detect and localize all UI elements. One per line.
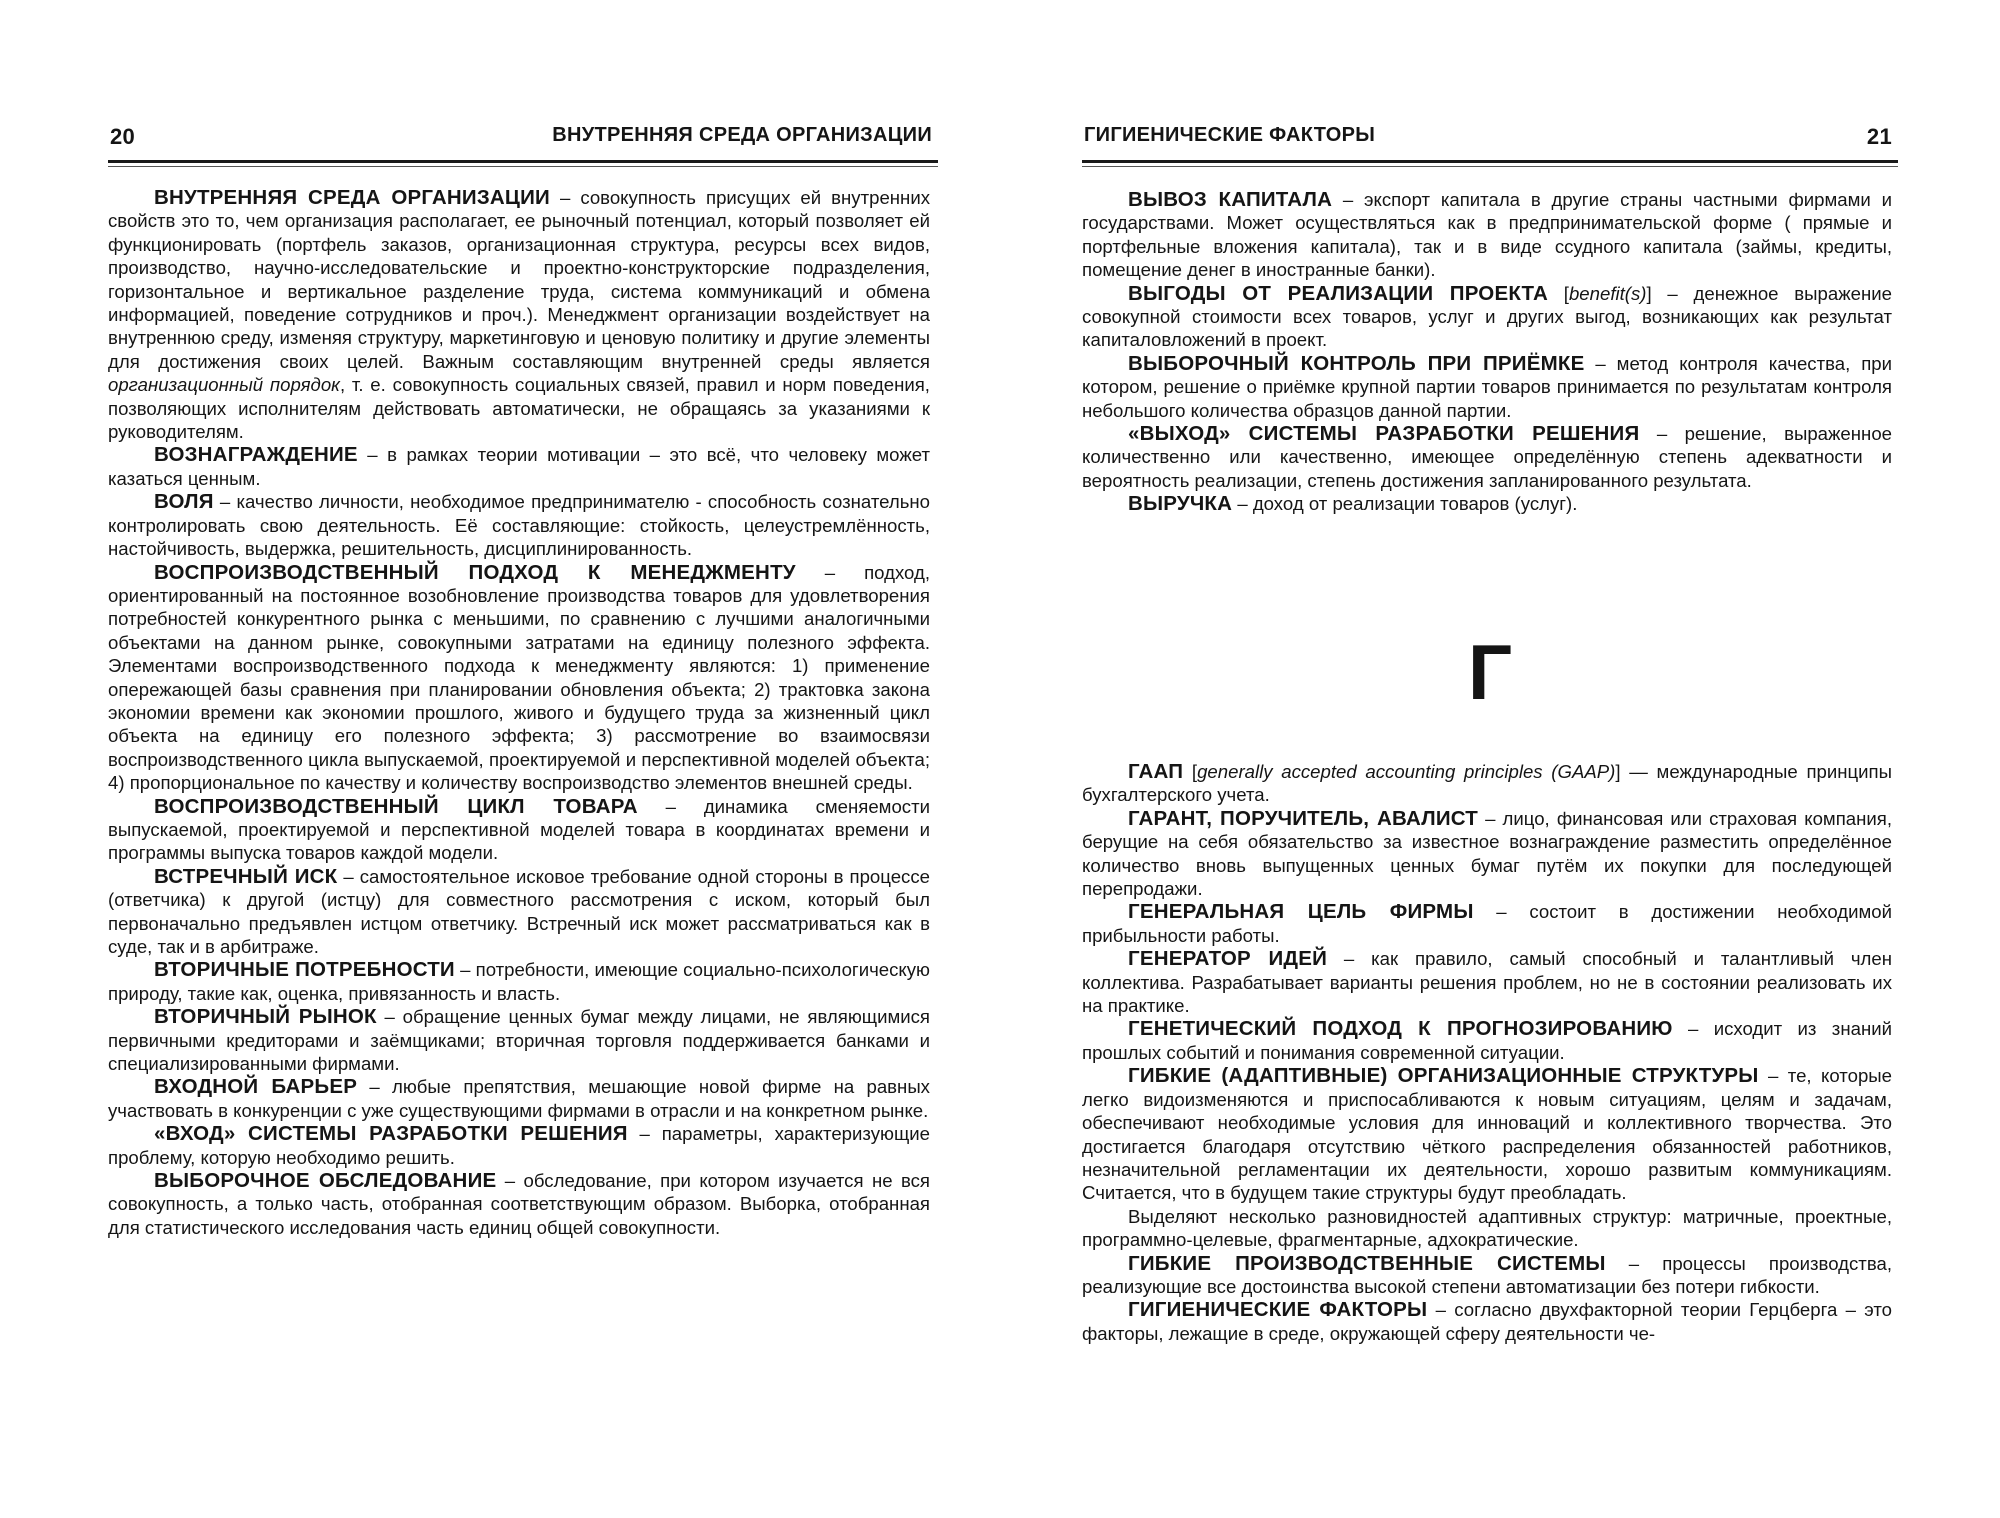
entry-definition: – те, которые легко видоизменяются и приспосабливаются к новым ситуациям, целям и задачам, обеспечивают необходимые условия для инноваций и коллективного творчества. Это достигается благодаря отсутствию чёткого распределения обязанностей работников, незначительной регламентации их деятельности, хорошо развитым коммуникациям. Считается, что в будущем такие структуры будут преобладать. [1082, 1065, 1892, 1204]
right-page-body-bottom [1082, 760, 1892, 1345]
dictionary-entry [1082, 1298, 1892, 1345]
entry-definition: Выделяют несколько разновидностей адаптивных структур: матричные, проектные, программно-целевые, фрагментарные, адхократические. [1082, 1205, 1892, 1251]
entry-term: «ВЫХОД» СИСТЕМЫ РАЗРАБОТКИ РЕШЕНИЯ [1128, 422, 1640, 446]
dictionary-entry [1082, 947, 1892, 1017]
entry-definition: – лицо, финансовая или страховая компания, берущие на себя обязательство за известное вознаграждение разместить определённое количество вновь выпущенных ценных бумаг путём их покупки для последующей перепродажи. [1082, 807, 1892, 900]
entry-definition: – состоит в достижении необходимой прибыльности работы. [1082, 901, 1893, 946]
dictionary-entry [1082, 492, 1892, 515]
dictionary-entry [108, 443, 930, 490]
entry-definition: – как правило, самый способный и талантливый член коллектива. Разрабатывает варианты решения проблем, но не в состоянии реализовать их на практике. [1082, 948, 1892, 1017]
right-header-rule [1082, 160, 1898, 163]
entry-term: ВЫВОЗ КАПИТАЛА [1128, 188, 1333, 211]
entry-definition: – метод контроля качества, при котором, решение о приёмке крупной партии товаров принимается по результатам контроля небольшого количества образцов данной партии. [1082, 352, 1892, 421]
entry-definition: – доход от реализации товаров (услуг). [1232, 493, 1578, 515]
left-running-title: ВНУТРЕННЯЯ СРЕДА ОРГАНИЗАЦИИ [552, 124, 932, 146]
entry-term: ГИБКИЕ ПРОИЗВОДСТВЕННЫЕ СИСТЕМЫ [1128, 1251, 1606, 1275]
dictionary-entry [108, 186, 930, 443]
dictionary-entry [108, 865, 930, 959]
entry-term: ВОЛЯ [154, 490, 214, 514]
dictionary-entry: ГААП [generally accepted accounting principles (GAAP)] — международные принципы бухгалтерского учета. [1082, 760, 1892, 806]
entry-definition: – согласно двухфакторной теории Герцберга – это факторы, лежащие в среде, окружающей сферу деятельности че- [1082, 1299, 1893, 1344]
dictionary-entry [108, 795, 930, 865]
entry-definition: – обращение ценных бумаг между лицами, не являющимися первичными кредиторами и заёмщиками; вторичная торговля поддерживается банками и специализированными фирмами. [108, 1006, 930, 1075]
entry-term: ГИБКИЕ (АДАПТИВНЫЕ) ОРГАНИЗАЦИОННЫЕ СТРУКТУРЫ [1128, 1064, 1759, 1088]
right-page [1082, 0, 1898, 1518]
entry-term: ВОСПРОИЗВОДСТВЕННЫЙ ЦИКЛ ТОВАРА [154, 794, 638, 818]
left-page-body [108, 186, 930, 1239]
dictionary-entry [1082, 188, 1892, 282]
entry-term: ГАРАНТ, ПОРУЧИТЕЛЬ, АВАЛИСТ [1128, 806, 1478, 830]
entry-term: ВТОРИЧНЫЙ РЫНОК [154, 1005, 377, 1029]
dictionary-entry [108, 490, 930, 560]
entry-term: ВТОРИЧНЫЕ ПОТРЕБНОСТИ [154, 958, 455, 982]
entry-english-term: generally accepted accounting principles (GAAP) [1197, 761, 1616, 782]
entry-definition: – экспорт капитала в другие страны частными фирмами и государствами. Может осуществляться как в предпринимательской форме ( прямые и портфельные вложения капитала), так и в виде ссудного капитала (займы, кредиты, помещение денег в иностранные банки). [1082, 189, 1892, 281]
dictionary-entry [1082, 1252, 1892, 1299]
dictionary-entry [108, 1075, 930, 1122]
entry-term: ВЫБОРОЧНЫЙ КОНТРОЛЬ ПРИ ПРИЁМКЕ [1128, 351, 1585, 375]
entry-definition: – решение, выраженное количественно или качественно, имеющее определённую степень адекватности и вероятность реализации, степень достижения запланированного результата. [1082, 423, 1892, 491]
dictionary-entry [1082, 1017, 1892, 1064]
entry-term: ВОСПРОИЗВОДСТВЕННЫЙ ПОДХОД К МЕНЕДЖМЕНТУ [154, 560, 796, 584]
dictionary-entry [108, 561, 930, 795]
dictionary-entry [108, 1169, 930, 1239]
entry-definition: — международные принципы бухгалтерского учета. [1082, 761, 1892, 806]
entry-term: ВЫГОДЫ ОТ РЕАЛИЗАЦИИ ПРОЕКТА [1128, 281, 1548, 305]
dictionary-entry [108, 1005, 930, 1075]
entry-english-term: benefit(s) [1568, 282, 1647, 304]
entry-emphasis: организационный порядок [108, 374, 340, 396]
entry-definition: – совокупность присущих ей внутренних свойств это то, чем организация располагает, ее рыночный потенциал, который позволяет ей функционировать (портфель заказов, организационная структура, ресурсы всех видов, производство, научно-исследовательские и проектно-конструкторские подразделения, горизонтальное и вертикальное разделение труда, система коммуникаций и обмена информацией, поведение сотрудников и проч.). Менеджмент организации воздействует на внутреннюю среду, изменяя структуру, маркетинговую и ценовую политику и другие элементы для достижения своих целей. Важным составляющим внутренней среды является [108, 187, 930, 372]
entry-term: ГЕНЕРАТОР ИДЕЙ [1128, 947, 1328, 971]
entry-term: «ВХОД» СИСТЕМЫ РАЗРАБОТКИ РЕШЕНИЯ [154, 1122, 628, 1146]
entry-term: ГИГИЕНИЧЕСКИЕ ФАКТОРЫ [1128, 1298, 1428, 1322]
right-page-header [1082, 124, 1898, 154]
entry-term: ГЕНЕТИЧЕСКИЙ ПОДХОД К ПРОГНОЗИРОВАНИЮ [1128, 1017, 1673, 1041]
right-running-title: ГИГИЕНИЧЕСКИЕ ФАКТОРЫ [1084, 124, 1376, 146]
dictionary-entry: ВЫГОДЫ ОТ РЕАЛИЗАЦИИ ПРОЕКТА [benefit(s)] – денежное выражение совокупной стоимости всех товаров, услуг и других выгод, возникающих как результат капиталовложений в проект. [1082, 281, 1892, 351]
entry-definition: – самостоятельное исковое требование одной стороны в процессе (ответчика) к другой (истцу) для совместного рассмотрения с иском, который был первоначально предъявлен истцом ответчику. Встречный иск может рассматриваться как в суде, так и в арбитраже. [108, 865, 930, 957]
entry-definition: – процессы производства, реализующие все достоинства высокой степени автоматизации без потери гибкости. [1082, 1252, 1892, 1297]
entry-definition-cont: , т. е. совокупность социальных связей, правил и норм поведения, позволяющих исполнителям действовать автоматически, не обращаясь за указаниями к руководителям. [108, 374, 930, 443]
left-page-header [108, 124, 938, 154]
entry-term: ГЕНЕРАЛЬНАЯ ЦЕЛЬ ФИРМЫ [1128, 900, 1474, 924]
right-page-number: 21 [1866, 124, 1892, 149]
entry-definition: – в рамках теории мотивации – это всё, что человеку может казаться ценным. [108, 444, 930, 489]
left-header-rule [108, 160, 938, 163]
entry-term: ВОЗНАГРАЖДЕНИЕ [154, 443, 358, 467]
entry-definition: – обследование, при котором изучается не вся совокупность, а только часть, отобранная соответствующим образом. Выборка, отобранная для статистического исследования часть единиц общей совокупности. [108, 1170, 930, 1238]
entry-definition: – подход, ориентированный на постоянное возобновление производства товаров для удовлетворения потребностей конкурентного рынка с меньшими, по сравнению с лучшими аналогичными объектами на данном рынке, совокупными затратами на единицу полезного эффекта. Элементами воспроизводственного подхода к менеджменту являются: 1) применение опережающей базы сравнения при планировании обновления объекта; 2) трактовка закона экономии времени как экономии прошлого, живого и будущего труда за жизненный цикл объекта на единицу его полезного эффекта; 3) рассмотрение во взаимосвязи воспроизводственного цикла выпускаемой, проектируемой и перспективной моделей объекта; 4) пропорциональное по качеству и количеству воспроизводство элементов внешней среды. [108, 561, 930, 794]
dictionary-entry [1082, 900, 1892, 947]
dictionary-paragraph [1082, 1205, 1892, 1252]
dictionary-entry [1082, 422, 1892, 492]
dictionary-entry [108, 958, 930, 1005]
entry-definition: – параметры, характеризующие проблему, которую необходимо решить. [108, 1123, 930, 1168]
entry-term: ВСТРЕЧНЫЙ ИСК [154, 864, 338, 888]
section-letter: Г [1467, 628, 1513, 716]
entry-definition: – потребности, имеющие социально-психологическую природу, такие как, оценка, привязанность и власть. [108, 959, 930, 1004]
entry-term: ГААП [1128, 760, 1184, 783]
entry-term: ВЫБОРОЧНОЕ ОБСЛЕДОВАНИЕ [154, 1169, 497, 1193]
left-page-number: 20 [110, 124, 136, 149]
entry-definition: – динамика сменяемости выпускаемой, проектируемой и перспективной моделей товара в координатах времени и программы выпуска товаров каждой модели. [108, 795, 930, 864]
dictionary-entry [1082, 1064, 1892, 1204]
entry-term: ВЫРУЧКА [1128, 492, 1233, 516]
entry-definition: – денежное выражение совокупной стоимости всех товаров, услуг и других выгод, возникающих как результат капиталовложений в проект. [1082, 282, 1892, 351]
dictionary-entry [1082, 807, 1892, 901]
left-page [108, 0, 938, 1518]
dictionary-entry [108, 1122, 930, 1169]
entry-definition: – любые препятствия, мешающие новой фирме на равных участвовать в конкуренции с уже существующими фирмами в отрасли и на конкретном рынке. [108, 1076, 930, 1121]
right-page-body-top [1082, 188, 1892, 516]
entry-term: ВХОДНОЙ БАРЬЕР [154, 1075, 358, 1099]
entry-definition: – качество личности, необходимое предпринимателю - способность сознательно контролировать свою деятельность. Её составляющие: стойкость, целеустремлённость, настойчивость, выдержка, решительность, дисциплинированность. [108, 491, 930, 560]
dictionary-entry [1082, 352, 1892, 422]
entry-definition: – исходит из знаний прошлых событий и понимания современной ситуации. [1082, 1018, 1892, 1063]
entry-term: ВНУТРЕННЯЯ СРЕДА ОРГАНИЗАЦИИ [154, 186, 550, 209]
